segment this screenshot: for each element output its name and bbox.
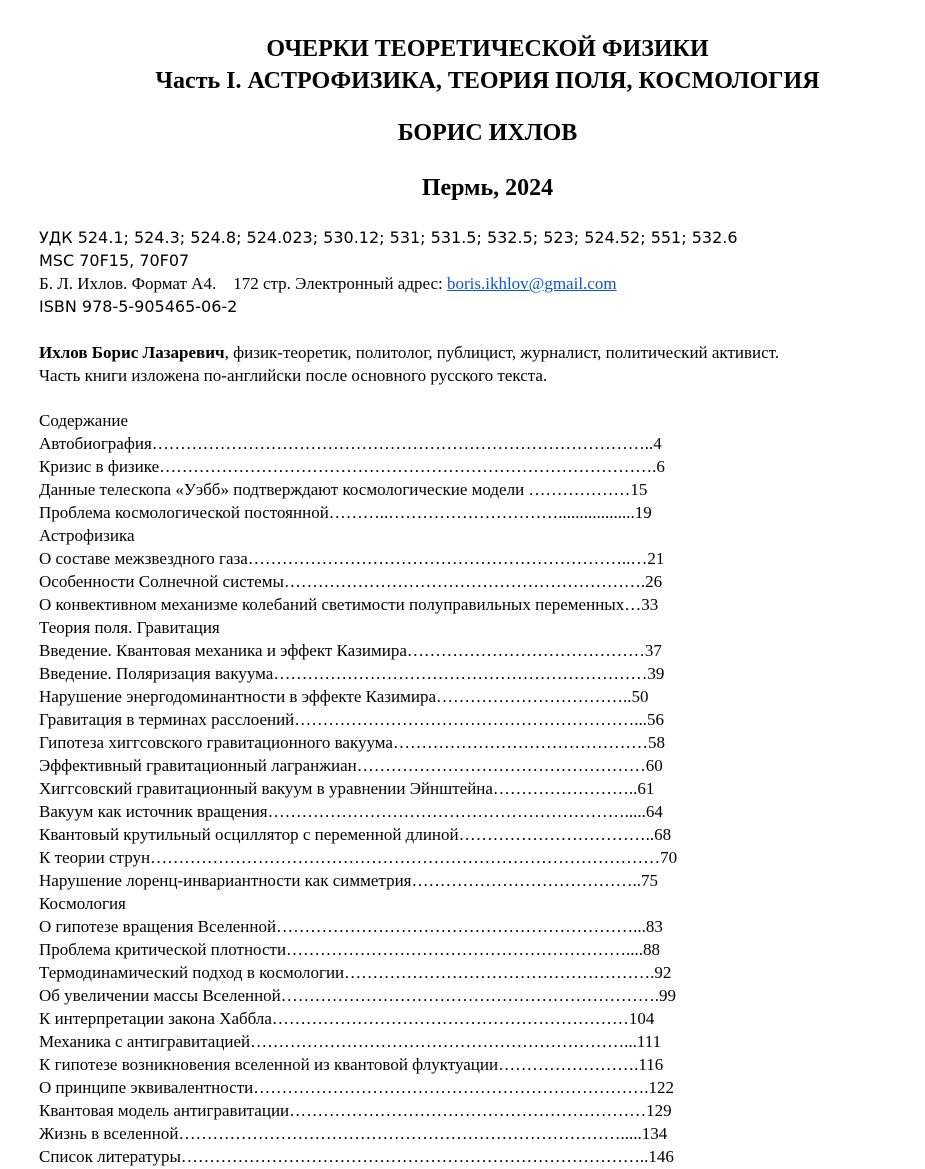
toc-entry: Термодинамический подход в космологии……………………………………………….92 [39, 963, 672, 982]
toc-entry: Космология [39, 894, 126, 913]
table-of-contents [39, 409, 919, 1168]
toc-entry: Хиггсовский гравитационный вакуум в уравнении Эйнштейна……………………..61 [39, 779, 655, 798]
format-line [39, 272, 617, 295]
toc-entry: Астрофизика [39, 526, 135, 545]
toc-entry: Проблема критической плотности……………………………………………………....88 [39, 940, 661, 959]
toc-entry: Механика с антигравитацией…………………………………………………………...111 [39, 1032, 662, 1051]
udk-line: УДК 524.1; 524.3; 524.8; 524.023; 530.12; 531; 531.5; 532.5; 523; 524.52; 551; 532.6 [39, 228, 738, 247]
toc-entry: Данные телескопа «Уэбб» подтверждают космологические модели ………………15 [39, 480, 648, 499]
toc-entry: Эффективный гравитационный лагранжиан……………………………………………60 [39, 756, 663, 775]
toc-entry: Автобиография……………………………………………………………………………..4 [39, 434, 662, 453]
toc-entry: Нарушение лоренц-инвариантности как симметрия…………………………………..75 [39, 871, 658, 890]
author-description: , физик-теоретик, политолог, публицист, журналист, политический активист. [224, 343, 780, 362]
toc-entry: Проблема космологической постоянной………..…………………………..................19 [39, 503, 652, 522]
toc-entry: О составе межзвездного газа…………………………………………………………..…21 [39, 549, 665, 568]
language-note: Часть книги изложена по-английски после основного русского текста. [39, 366, 548, 385]
toc-entry: Гипотеза хиггсовского гравитационного вакуума………………………………………58 [39, 733, 665, 752]
email-link[interactable]: boris.ikhlov@gmail.com [446, 274, 617, 293]
toc-entry: О конвективном механизме колебаний светимости полуправильных переменных…33 [39, 595, 659, 614]
toc-entry: Нарушение энергодоминантности в эффекте Казимира……………………………..50 [39, 687, 649, 706]
format-text: Б. Л. Ихлов. Формат А4. 172 стр. Электронный адрес: [39, 274, 447, 293]
toc-entry: О принципе эквивалентности…………………………………………………………….122 [39, 1078, 674, 1097]
toc-entry: Об увеличении массы Вселенной………………………………………………………….99 [39, 986, 677, 1005]
toc-entry: К интерпретации закона Хаббла………………………………………………………104 [39, 1009, 655, 1028]
toc-lines [39, 432, 919, 1168]
toc-entry: Введение. Поляризация вакуума…………………………………………………………39 [39, 664, 665, 683]
toc-entry: К теории струн………………………………………………………………………………70 [39, 848, 678, 867]
toc-entry: Квантовая модель антигравитации………………………………………………………129 [39, 1101, 672, 1120]
toc-entry: Особенности Солнечной системы……………………………………………………….26 [39, 572, 663, 591]
toc-entry: Вакуум как источник вращения……………………………………………………….....64 [39, 802, 663, 821]
isbn-line: ISBN 978-5-905465-06-2 [39, 297, 238, 316]
book-title: ОЧЕРКИ ТЕОРЕТИЧЕСКОЙ ФИЗИКИ [266, 36, 709, 62]
book-author: БОРИС ИХЛОВ [397, 120, 578, 146]
author-bio [39, 341, 779, 364]
toc-entry: О гипотезе вращения Вселенной………………………………………………………...83 [39, 917, 663, 936]
toc-entry: Квантовый крутильный осциллятор с переменной длиной……………………………..68 [39, 825, 672, 844]
toc-entry: Введение. Квантовая механика и эффект Казимира……………………………………37 [39, 641, 662, 660]
place-year: Пермь, 2024 [421, 175, 554, 201]
toc-heading: Содержание [39, 411, 129, 430]
toc-entry: Жизнь в вселенной…………………………………………………………………….....134 [39, 1124, 668, 1143]
msc-line: MSC 70F15, 70F07 [39, 251, 190, 270]
author-name: Ихлов Борис Лазаревич [39, 343, 225, 362]
book-subtitle: Часть I. АСТРОФИЗИКА, ТЕОРИЯ ПОЛЯ, КОСМОЛОГИЯ [155, 68, 820, 94]
toc-entry: К гипотезе возникновения вселенной из квантовой флуктуации…………………….116 [39, 1055, 664, 1074]
toc-entry: Теория поля. Гравитация [39, 618, 220, 637]
toc-entry: Кризис в физике…………………………………………………………………………….6 [39, 457, 665, 476]
toc-entry: Список литературы………………………………………………………………………..146 [39, 1147, 674, 1166]
toc-entry: Гравитация в терминах расслоений……………………………………………………...56 [39, 710, 665, 729]
